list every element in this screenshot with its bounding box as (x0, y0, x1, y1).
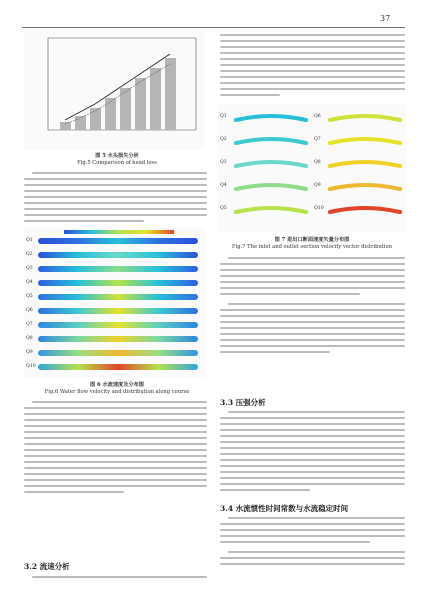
text-line (24, 443, 207, 445)
text-line (24, 184, 207, 186)
vector-band (236, 162, 306, 166)
text-line (24, 413, 207, 415)
text-line (220, 339, 405, 341)
bar-placeholder (150, 68, 161, 130)
left-paragraph-2 (24, 401, 207, 497)
label-q9: Q9 (314, 183, 321, 188)
text-line (220, 293, 360, 295)
text-line (220, 489, 310, 491)
text-line (24, 208, 207, 210)
text-line (220, 465, 405, 467)
text-line (24, 455, 207, 457)
label-q4: Q4 (26, 280, 33, 285)
label-q4: Q4 (220, 183, 227, 188)
velocity-colorbar (64, 230, 174, 234)
text-line (24, 214, 207, 216)
vector-band (236, 208, 306, 212)
label-q5: Q5 (26, 294, 33, 299)
bar-placeholder (60, 122, 71, 130)
text-line (24, 479, 207, 481)
text-line (24, 431, 207, 433)
text-line (220, 429, 405, 431)
label-q5: Q5 (220, 206, 227, 211)
text-line (220, 46, 405, 48)
flow-strip-q10 (38, 364, 198, 370)
text-line (220, 281, 405, 283)
text-line (220, 563, 405, 565)
text-line (220, 275, 405, 277)
text-line (220, 34, 405, 36)
right-paragraph-4 (220, 517, 405, 569)
header-rule (22, 27, 405, 28)
text-line (220, 351, 330, 353)
label-q2: Q2 (26, 252, 33, 257)
label-q10: Q10 (26, 364, 36, 369)
text-line (228, 517, 405, 519)
text-line (220, 441, 405, 443)
text-line (228, 303, 405, 305)
text-line (24, 178, 207, 180)
text-line (24, 202, 207, 204)
text-line (24, 425, 207, 427)
section-3-3-title: 3.3 压强分析 (220, 398, 266, 407)
vector-band (236, 139, 306, 143)
flow-strip-q2 (38, 252, 198, 258)
figure-6 (24, 228, 206, 378)
text-line (220, 321, 405, 323)
label-q9: Q9 (26, 350, 33, 355)
figure-7 (218, 104, 406, 232)
text-line (24, 419, 207, 421)
text-line (220, 483, 405, 485)
text-line (220, 557, 405, 559)
text-line (220, 309, 405, 311)
text-line (220, 423, 405, 425)
text-line (24, 449, 207, 451)
text-line (220, 315, 405, 317)
text-line (24, 491, 124, 493)
vector-band (236, 185, 306, 189)
text-line (220, 453, 405, 455)
head-loss-chart (24, 32, 204, 150)
page-number: 37 (380, 14, 391, 23)
text-line (220, 529, 405, 531)
text-line (220, 435, 405, 437)
label-q7: Q7 (26, 322, 33, 327)
vector-panel-right (326, 110, 404, 230)
text-line (220, 471, 405, 473)
flow-strip-q1 (38, 238, 198, 244)
figure-5-caption-zh: 图 5 水头损失分析 (95, 153, 139, 159)
vector-band (330, 185, 400, 189)
bar-placeholder (165, 58, 176, 130)
label-q3: Q3 (26, 266, 33, 271)
text-line (220, 70, 405, 72)
flow-strip-q3 (38, 266, 198, 272)
label-q8: Q8 (314, 160, 321, 165)
label-q6: Q6 (314, 114, 321, 119)
text-line (220, 263, 405, 265)
text-line (220, 88, 405, 90)
text-line (24, 437, 207, 439)
right-paragraph-2 (220, 257, 405, 357)
text-line (220, 459, 405, 461)
vector-band (330, 208, 400, 212)
right-paragraph-1 (220, 34, 405, 100)
text-line (220, 94, 280, 96)
text-line (220, 345, 405, 347)
text-line (24, 485, 207, 487)
text-line (220, 287, 405, 289)
figure-6-caption-en: Fig.6 Water flow velocity and distribution along course (44, 389, 190, 395)
text-line (24, 473, 207, 475)
text-line (220, 447, 405, 449)
flow-strip-q6 (38, 308, 198, 314)
flow-strip-q5 (38, 294, 198, 300)
left-paragraph-3 (24, 576, 207, 582)
vector-band (330, 139, 400, 143)
label-q1: Q1 (220, 114, 227, 119)
text-line (228, 411, 405, 413)
text-line (220, 417, 405, 419)
text-line (220, 58, 405, 60)
text-line (220, 541, 370, 543)
right-paragraph-3 (220, 411, 405, 495)
section-3-4-title: 3.4 水流惯性时间常数与水流稳定时间 (220, 504, 349, 513)
text-line (220, 40, 405, 42)
text-line (24, 196, 207, 198)
figure-6-caption-zh: 图 6 水流速度及分布图 (90, 382, 144, 388)
figure-5 (24, 32, 204, 150)
text-line (220, 535, 405, 537)
vector-band (330, 116, 400, 120)
label-q2: Q2 (220, 137, 227, 142)
vector-panel-left (232, 110, 310, 230)
text-line (228, 551, 405, 553)
label-q6: Q6 (26, 308, 33, 313)
vector-band (236, 116, 306, 120)
left-paragraph-1 (24, 172, 207, 226)
text-line (24, 220, 144, 222)
text-line (220, 64, 405, 66)
label-q7: Q7 (314, 137, 321, 142)
text-line (220, 333, 405, 335)
text-line (220, 523, 405, 525)
flow-strip-q8 (38, 336, 198, 342)
label-q3: Q3 (220, 160, 227, 165)
figure-7-caption-en: Fig.7 The inlet and outlet section velocity vector distribution (231, 244, 393, 250)
text-line (24, 467, 207, 469)
section-3-2-title: 3.2 流速分析 (24, 562, 70, 571)
text-line (220, 82, 405, 84)
text-line (32, 576, 207, 578)
text-line (220, 52, 405, 54)
vector-band (330, 162, 400, 166)
text-line (32, 401, 207, 403)
figure-7-caption-zh: 图 7 进出口断面速度矢量分布图 (274, 237, 350, 243)
figure-5-caption-en: Fig.5 Comparison of head loss (77, 160, 157, 166)
text-line (24, 407, 207, 409)
text-line (220, 477, 405, 479)
label-q10: Q10 (314, 206, 324, 211)
text-line (24, 461, 207, 463)
label-q8: Q8 (26, 336, 33, 341)
text-line (220, 76, 405, 78)
text-line (228, 257, 405, 259)
text-line (32, 172, 207, 174)
bar-placeholder (135, 78, 146, 130)
text-line (220, 327, 405, 329)
flow-strip-q9 (38, 350, 198, 356)
flow-strip-q7 (38, 322, 198, 328)
text-line (220, 269, 405, 271)
text-line (24, 190, 207, 192)
label-q1: Q1 (26, 238, 33, 243)
bar-placeholder (90, 108, 101, 130)
flow-strip-q4 (38, 280, 198, 286)
bar-placeholder (105, 98, 116, 130)
bar-placeholder (75, 116, 86, 130)
